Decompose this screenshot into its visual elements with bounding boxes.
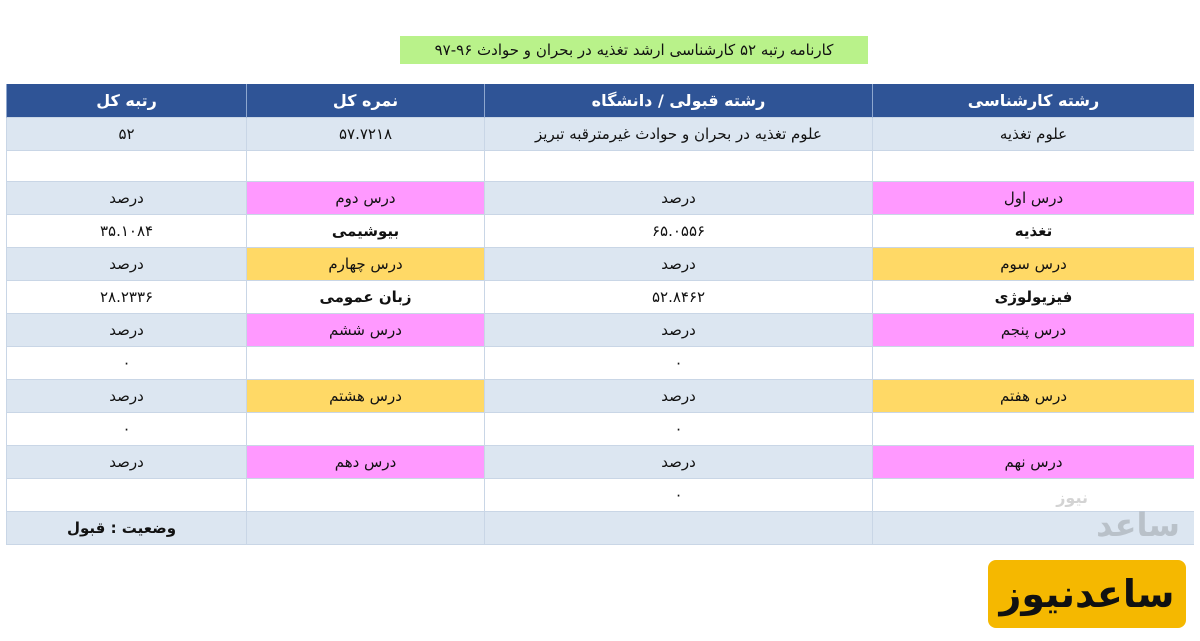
header-admission: رشته قبولی / دانشگاه	[484, 84, 872, 118]
header-total-rank: رتبه کل	[6, 84, 246, 118]
course-3-percent-label: درصد	[484, 248, 872, 281]
course-5-label: درس پنجم	[872, 314, 1194, 347]
course-10-name	[246, 479, 484, 512]
course-4-name: زبان عمومی	[246, 281, 484, 314]
course-8-name	[246, 413, 484, 446]
course-5-percent: ۰	[484, 347, 872, 380]
course-10-percent	[6, 479, 246, 512]
summary-total-score: ۵۷.۷۲۱۸	[246, 118, 484, 151]
header-field: رشته کارشناسی	[872, 84, 1194, 118]
header-total-score: نمره کل	[246, 84, 484, 118]
course-6-percent: ۰	[6, 347, 246, 380]
course-10-label: درس دهم	[246, 446, 484, 479]
course-2-name: بیوشیمی	[246, 215, 484, 248]
course-4-percent: ۲۸.۲۳۳۶	[6, 281, 246, 314]
course-2-percent: ۳۵.۱۰۸۴	[6, 215, 246, 248]
course-7-name	[872, 413, 1194, 446]
course-10-percent-label: درصد	[6, 446, 246, 479]
course-2-percent-label: درصد	[6, 182, 246, 215]
blank-cell	[484, 151, 872, 182]
watermark-logo	[1030, 488, 1180, 548]
summary-field: علوم تغذیه	[872, 118, 1194, 151]
brand-logo	[988, 560, 1186, 628]
summary-admission: علوم تغذیه در بحران و حوادث غیرمترقبه تبریز	[484, 118, 872, 151]
course-6-name	[246, 347, 484, 380]
course-1-label: درس اول	[872, 182, 1194, 215]
course-7-percent: ۰	[484, 413, 872, 446]
status-empty	[246, 512, 484, 545]
course-8-percent: ۰	[6, 413, 246, 446]
report-title: کارنامه رتبه ۵۲ کارشناسی ارشد تغذیه در بحران و حوادث ۹۶-۹۷	[400, 36, 868, 64]
course-3-name: فیزیولوژی	[872, 281, 1194, 314]
course-7-label: درس هفتم	[872, 380, 1194, 413]
course-3-label: درس سوم	[872, 248, 1194, 281]
watermark-main-text: ساعد	[1096, 506, 1180, 544]
course-4-percent-label: درصد	[6, 248, 246, 281]
course-5-name	[872, 347, 1194, 380]
course-7-percent-label: درصد	[484, 380, 872, 413]
summary-total-rank: ۵۲	[6, 118, 246, 151]
course-2-label: درس دوم	[246, 182, 484, 215]
brand-logo-text: ساعدنیوز	[999, 572, 1175, 616]
course-9-label: درس نهم	[872, 446, 1194, 479]
course-5-percent-label: درصد	[484, 314, 872, 347]
blank-cell	[6, 151, 246, 182]
blank-cell	[246, 151, 484, 182]
blank-cell	[872, 151, 1194, 182]
course-8-label: درس هشتم	[246, 380, 484, 413]
status-empty	[484, 512, 872, 545]
course-1-name: تغذیه	[872, 215, 1194, 248]
course-9-percent: ۰	[484, 479, 872, 512]
course-4-label: درس چهارم	[246, 248, 484, 281]
scorecard-table	[6, 84, 1194, 581]
course-1-percent: ۶۵.۰۵۵۶	[484, 215, 872, 248]
course-1-percent-label: درصد	[484, 182, 872, 215]
course-6-label: درس ششم	[246, 314, 484, 347]
course-8-percent-label: درصد	[6, 380, 246, 413]
course-6-percent-label: درصد	[6, 314, 246, 347]
admission-status: وضعیت : قبول	[6, 512, 246, 545]
watermark-small-text: نیوز	[1056, 488, 1088, 507]
course-9-percent-label: درصد	[484, 446, 872, 479]
course-3-percent: ۵۲.۸۴۶۲	[484, 281, 872, 314]
